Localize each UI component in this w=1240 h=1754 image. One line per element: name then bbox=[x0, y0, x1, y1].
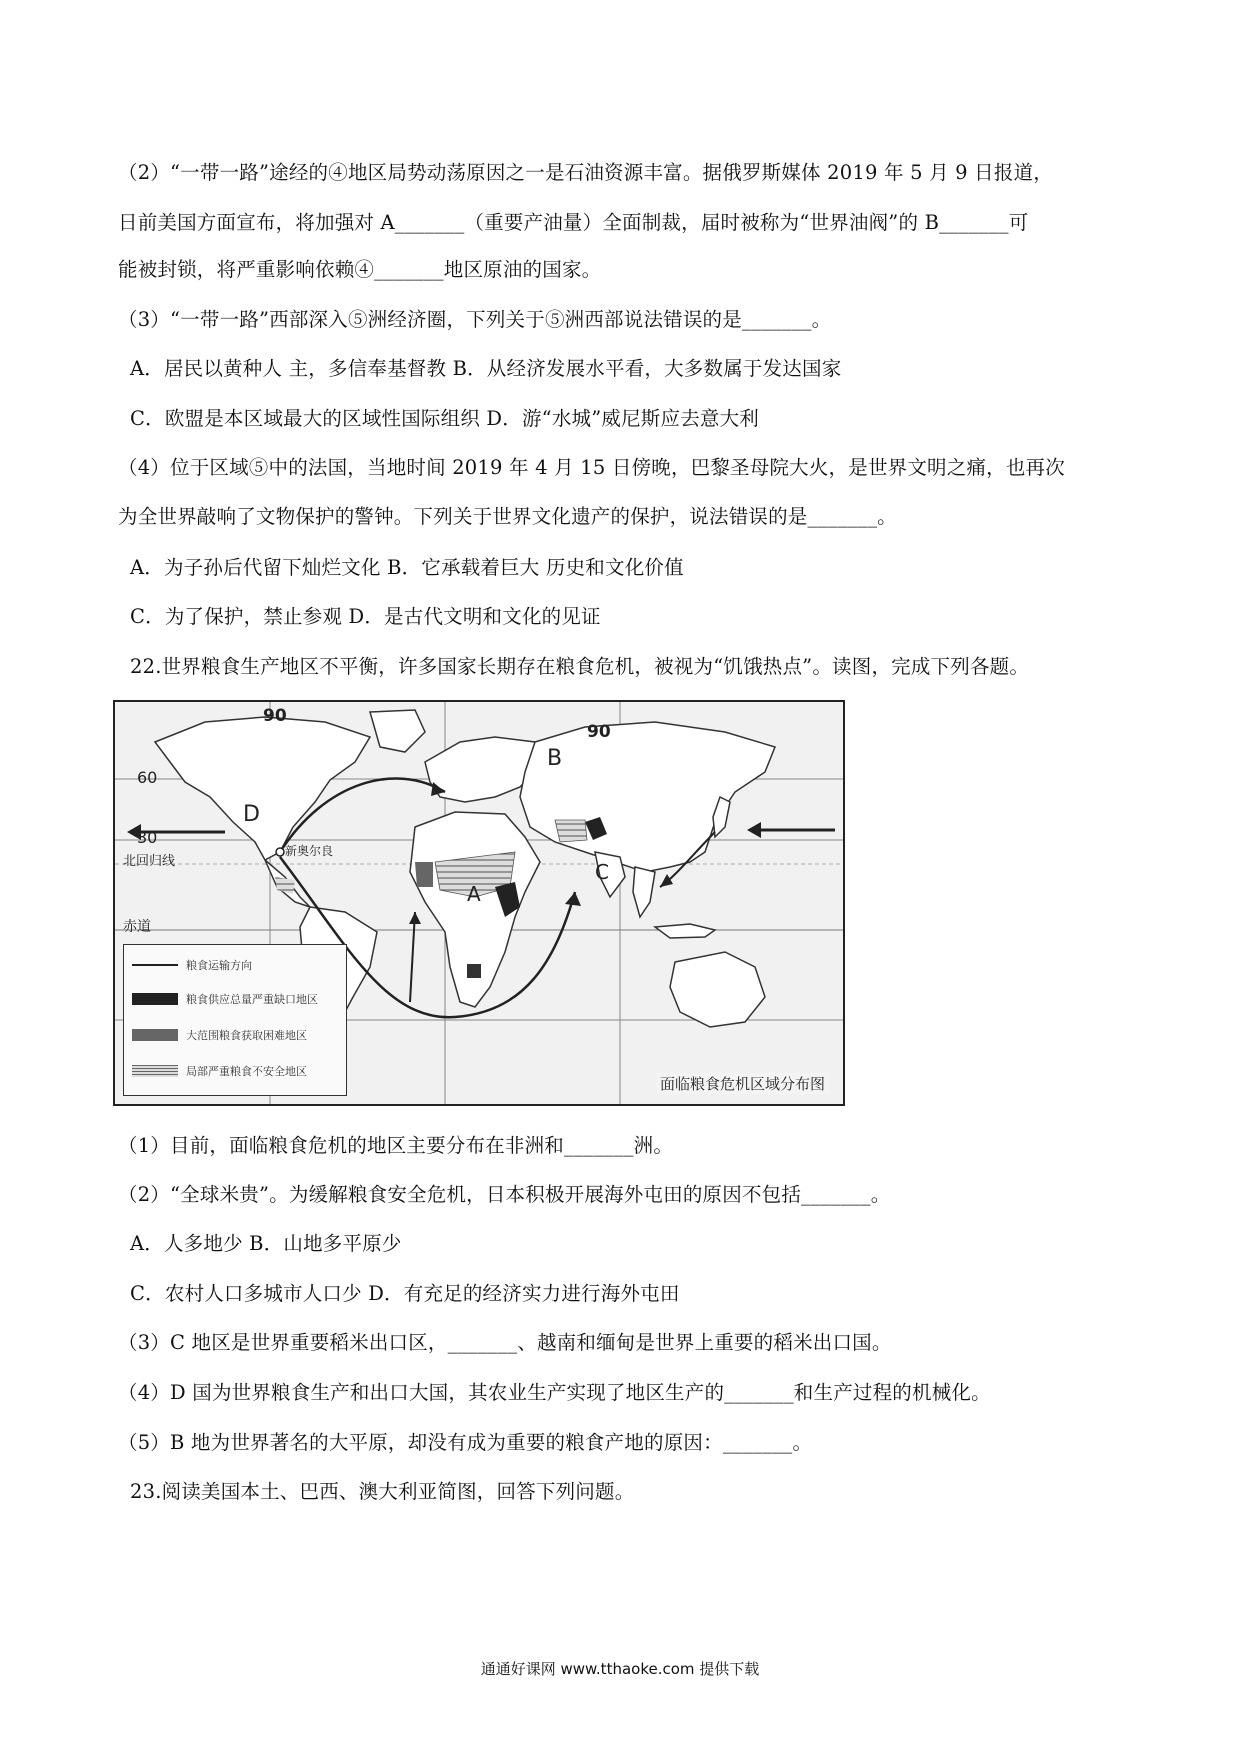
q22-part2-options-cd: C．农村人口多城市人口少 D．有充足的经济实力进行海外屯田 bbox=[130, 1282, 680, 1305]
label-lat-60: 60 bbox=[137, 768, 158, 787]
q22-part2: （2）“全球米贵”。为缓解粮食安全危机，日本积极开展海外屯田的原因不包括_______。 bbox=[118, 1183, 891, 1206]
q22-part3: （3）C 地区是世界重要稻米出口区，_______、越南和缅甸是世界上重要的稻米出口国。 bbox=[118, 1331, 892, 1354]
q22-part4: （4）D 国为世界粮食生产和出口大国，其农业生产实现了地区生产的_______和生产过程的机械化。 bbox=[118, 1381, 991, 1404]
arrow-icon bbox=[132, 964, 178, 966]
label-equator: 赤道 bbox=[123, 919, 151, 935]
new-orleans-marker bbox=[276, 848, 284, 856]
label-region-d: D bbox=[243, 802, 260, 827]
page-footer: 通通好课网 www.tthaoke.com 提供下载 bbox=[480, 1660, 760, 1678]
southern-africa-severe-region bbox=[467, 964, 481, 978]
south-asia-unsafe-region bbox=[555, 820, 587, 842]
question-23-stem: 23.阅读美国本土、巴西、澳大利亚简图，回答下列问题。 bbox=[130, 1480, 635, 1503]
food-crisis-map bbox=[113, 700, 845, 1106]
label-lon-90w: 90 bbox=[263, 706, 287, 726]
legend-severe-shortage: 粮食供应总量严重缺口地区 bbox=[132, 985, 342, 1013]
swatch-gray bbox=[132, 1029, 178, 1041]
label-region-c: C bbox=[595, 860, 609, 884]
map-legend bbox=[123, 944, 347, 1096]
text-line-10: C．为了保护，禁止参观 D．是古代文明和文化的见证 bbox=[130, 605, 601, 628]
west-africa-difficult-region bbox=[415, 862, 433, 887]
text-line-2: 日前美国方面宣布，将加强对 A_______（重要产油量）全面制裁，届时被称为“世界油阀”的 B_______可 bbox=[118, 211, 1029, 234]
text-line-4: （3）“一带一路”西部深入⑤洲经济圈，下列关于⑤洲西部说法错误的是_______。 bbox=[118, 308, 832, 331]
legend-access-difficulty: 大范围粮食获取困难地区 bbox=[132, 1021, 342, 1049]
q22-part5: （5）B 地为世界著名的大平原，却没有成为重要的粮食产地的原因：_______。 bbox=[118, 1431, 813, 1454]
swatch-hatched bbox=[132, 1065, 178, 1077]
label-lon-90e: 90 bbox=[587, 722, 611, 742]
text-line-9: A．为子孙后代留下灿烂文化 B．它承载着巨大 历史和文化价值 bbox=[130, 556, 684, 579]
legend-transport: 粮食运输方向 bbox=[132, 951, 342, 979]
text-line-8: 为全世界敲响了文物保护的警钟。下列关于世界文化遗产的保护，说法错误的是_______。 bbox=[118, 505, 897, 528]
text-line-1: （2）“一带一路”途经的④地区局势动荡原因之一是石油资源丰富。据俄罗斯媒体 2019 年 5 月 9 日报道， bbox=[118, 161, 1053, 184]
label-tropic: 北回归线 bbox=[123, 854, 176, 869]
q22-part2-options-ab: A．人多地少 B．山地多平原少 bbox=[130, 1232, 402, 1255]
legend-local-unsafe: 局部严重粮食不安全地区 bbox=[132, 1057, 342, 1085]
text-line-5: A．居民以黄种人 主，多信奉基督教 B．从经济发展水平看，大多数属于发达国家 bbox=[130, 357, 842, 380]
text-line-7: （4）位于区域⑤中的法国，当地时间 2019 年 4 月 15 日傍晚，巴黎圣母院大火，是世界文明之痛，也再次 bbox=[118, 456, 1065, 479]
swatch-dark bbox=[132, 993, 178, 1005]
label-region-a: A bbox=[467, 882, 481, 906]
label-region-b: B bbox=[547, 746, 563, 771]
label-lat-30: 30 bbox=[137, 828, 158, 847]
map-caption: 面临粮食危机区域分布图 bbox=[656, 1073, 829, 1094]
q22-part1: （1）目前，面临粮食危机的地区主要分布在非洲和_______洲。 bbox=[118, 1134, 674, 1157]
question-22-stem: 22.世界粮食生产地区不平衡，许多国家长期存在粮食危机，被视为“饥饿热点”。读图，完成下列各题。 bbox=[130, 655, 1030, 678]
text-line-3: 能被封锁，将严重影响依赖④_______地区原油的国家。 bbox=[118, 258, 602, 281]
label-new-orleans: 新奥尔良 bbox=[285, 844, 334, 858]
text-line-6: C．欧盟是本区域最大的区域性国际组织 D．游“水城”威尼斯应去意大利 bbox=[130, 407, 759, 430]
